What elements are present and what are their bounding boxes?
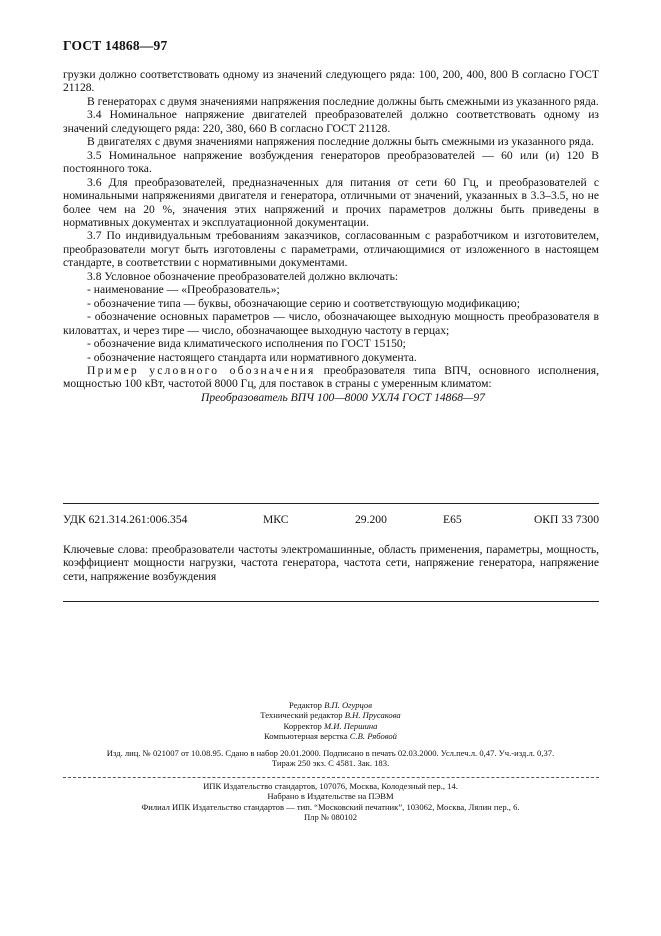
credit-role: Редактор <box>289 700 322 710</box>
example-lead: Пример условного обозначения <box>87 363 316 377</box>
imprint <box>0 700 661 768</box>
publisher-line: Набрано в Издательстве на ПЭВМ <box>267 791 394 802</box>
paragraph: 3.4 Номинальное напряжение двигателей преобразователей должно соответствовать одному из значений следующего ряда: 220, 380, 660 В согласно ГОСТ 21128. <box>63 108 599 135</box>
credit-corrector <box>0 721 661 731</box>
paragraph: 3.7 По индивидуальным требованиям заказчиков, согласованным с разработчиком и изготовителем, преобразователи могут быть изготовлены с параметрами, отличающимися от изложенного в настоящем стандарте, в соответствии с нормативными документами. <box>63 229 599 270</box>
credit-tech-editor <box>0 710 661 720</box>
paragraph: грузки должно соответствовать одному из значений следующего ряда: 100, 200, 400, 800 В согласно ГОСТ 21128. <box>63 68 599 95</box>
document-header: ГОСТ 14868—97 <box>63 38 168 53</box>
credit-role: Технический редактор <box>260 710 343 721</box>
classification-row <box>63 513 599 529</box>
publisher-info <box>0 781 661 823</box>
license-line: Изд. лиц. № 021007 от 10.08.95. Сдано в набор 20.01.2000. Подписано в печать 02.03.2000. Усл.печ.л. 0,47. Уч.-изд.л. 0,37. <box>106 747 555 758</box>
editorial-staff <box>0 700 661 742</box>
udk-code: УДК 621.314.261:006.354 <box>63 513 188 526</box>
list-item: - обозначение вида климатического исполнения по ГОСТ 15150; <box>87 337 406 351</box>
list-item: - наименование — «Преобразователь»; <box>87 283 280 297</box>
mks-value: 29.200 <box>355 513 387 526</box>
paragraph: В двигателях с двумя значениями напряжения последние должны быть смежными из указанного ряда. <box>87 135 594 149</box>
mks-label: МКС <box>263 513 289 526</box>
credit-role: Корректор <box>283 720 322 731</box>
paragraph: 3.8 Условное обозначение преобразователей должно включать: <box>87 269 399 283</box>
credit-name: В.Н. Прусакова <box>344 710 401 721</box>
credit-editor <box>0 700 661 710</box>
list-item: - обозначение типа — буквы, обозначающие серию и соответствующую модификацию; <box>87 296 520 310</box>
credit-layout <box>0 731 661 741</box>
credit-role: Компьютерная верстка <box>264 731 348 742</box>
keywords: Ключевые слова: преобразователи частоты электромашинные, область применения, параметры, мощность, коэффициент мощности нагрузки, частота генератора, частота сети, напряжение генератора, напряжение сети, напряжение возбуждения <box>63 543 599 583</box>
publisher-line: Плр № 080102 <box>303 812 358 823</box>
paragraph: 3.6 Для преобразователей, предназначенных для питания от сети 60 Гц, и преобразователей с номинальными напряжениями двигателя и генератора, отличными от значений, указанных в 3.3–3.5, но не более чем на 20 %, значения этих напряжений и прочих параметров должны быть приведены в нормативных документах и эксплуатационной документации. <box>63 175 599 229</box>
publisher-line: ИПК Издательство стандартов, 107076, Москва, Колодезный пер., 14. <box>203 781 458 791</box>
list-item: - обозначение основных параметров — число, обозначающее выходную мощность преобразователя в киловаттах, и через тире — число, обозначающее выходную частоту в герцах; <box>63 310 599 337</box>
list-item: - обозначение настоящего стандарта или нормативного документа. <box>87 350 417 364</box>
paragraph: В генераторах с двумя значениями напряжения последние должны быть смежными из указанного ряда. <box>87 94 599 108</box>
dashed-separator <box>63 777 599 778</box>
credit-name: В.П. Огурцов <box>324 700 372 710</box>
credit-name: М.И. Першина <box>323 720 378 731</box>
example-paragraph <box>63 364 599 391</box>
credit-name: С.В. Рябовой <box>349 731 397 742</box>
publisher-line: Филиал ИПК Издательство стандартов — тип. “Московский печатник”, 103062, Москва, Лялин пер., 6. <box>141 801 520 812</box>
paragraph: 3.5 Номинальное напряжение возбуждения генераторов преобразователей — 60 или (и) 120 В постоянного тока. <box>63 148 599 176</box>
group-code: Е65 <box>443 513 462 526</box>
document-body <box>63 68 599 404</box>
separator-rule <box>63 601 599 602</box>
example-text: преобразователя типа ВПЧ, основного исполнения, мощностью 100 кВт, частотой 8000 Гц, для поставок в страны с умеренным климатом: <box>63 363 599 391</box>
example-designation: Преобразователь ВПЧ 100—8000 УХЛ4 ГОСТ 14868—97 <box>201 390 485 404</box>
print-run-line: Тираж 250 экз. С 4581. Зак. 183. <box>271 758 390 769</box>
separator-rule <box>63 503 599 504</box>
okp-code: ОКП 33 7300 <box>533 513 599 526</box>
